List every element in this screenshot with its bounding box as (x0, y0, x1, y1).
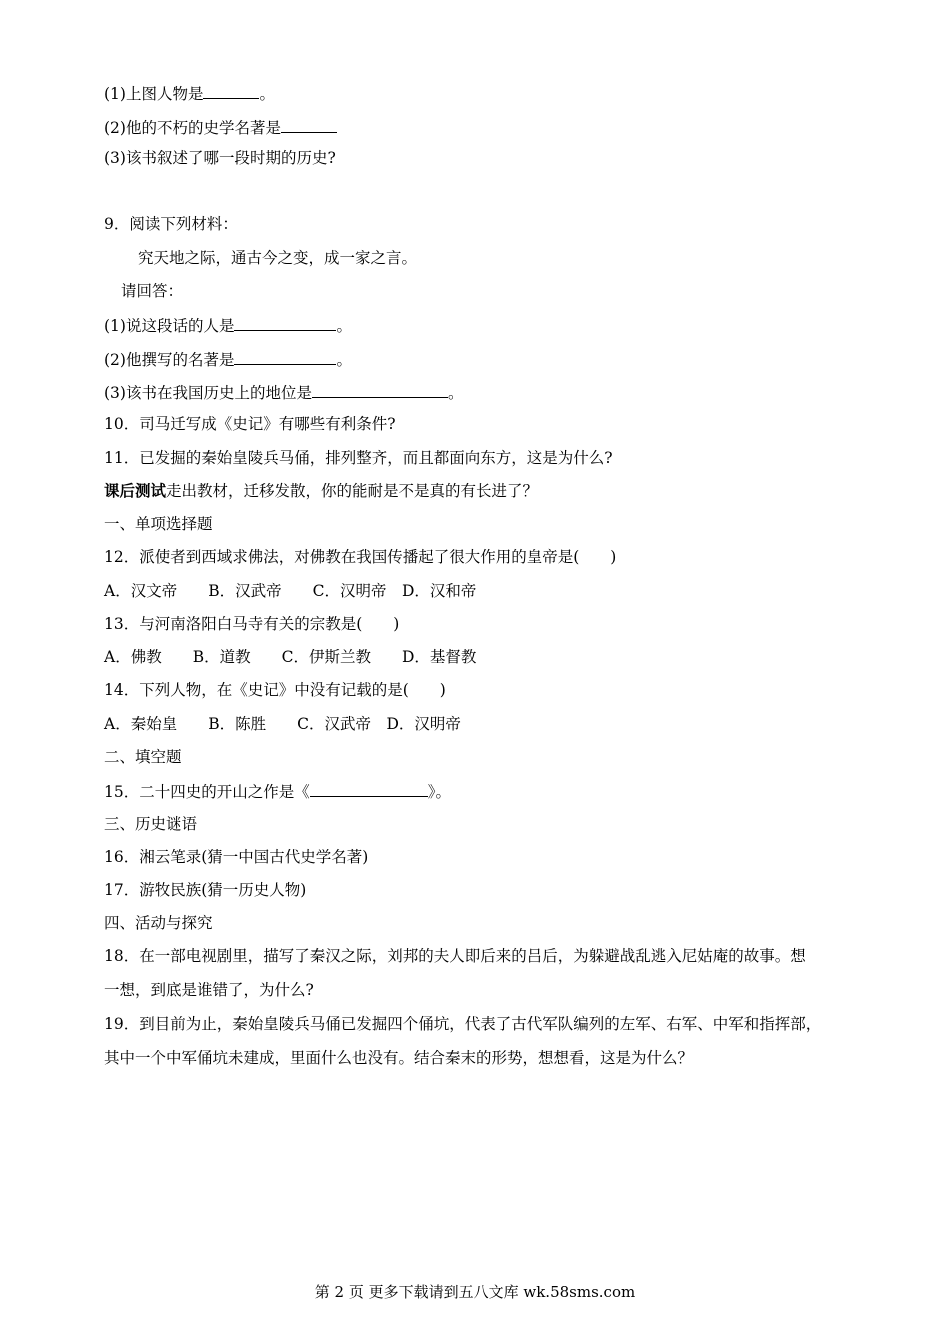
q9-sub1-text: (1)说这段话的人是 (104, 317, 235, 335)
q11: 11．已发掘的秦始皇陵兵马俑，排列整齐，而且都面向东方，这是为什么? (104, 449, 613, 467)
q9-sub3-suffix: 。 (447, 384, 464, 402)
q18-line1: 18．在一部电视剧里，描写了秦汉之际，刘邦的夫人即后来的吕后，为躲避战乱逃入尼姑庵的故事。想 (104, 947, 806, 965)
q9-sub2-suffix: 。 (336, 351, 352, 369)
section-heading-fill: 二、填空题 (104, 748, 182, 766)
q8-sub2 (104, 116, 337, 138)
answer-blank (310, 780, 428, 797)
q16: 16．湘云笔录(猜一中国古代史学名著) (104, 848, 369, 866)
q17: 17．游牧民族(猜一历史人物) (104, 881, 307, 899)
answer-blank (203, 82, 259, 99)
section-heading-activity: 四、活动与探究 (104, 914, 213, 932)
q15-text: 15．二十四史的开山之作是《 (104, 783, 310, 801)
q9-title: 9．阅读下列材料： (104, 215, 238, 233)
page-footer: 第 2 页 更多下载请到五八文库 wk.58sms.com (314, 1283, 636, 1301)
q8-sub1-text: (1)上图人物是 (104, 85, 204, 103)
section-heading-choice: 一、单项选择题 (104, 515, 213, 533)
q9-sub2-text: (2)他撰写的名著是 (104, 351, 235, 369)
q9-sub3 (104, 381, 463, 403)
q18-line2: 一想，到底是谁错了，为什么? (104, 981, 314, 999)
q14-stem: 14．下列人物，在《史记》中没有记载的是( ) (104, 681, 446, 699)
q8-sub1 (104, 82, 275, 104)
after-class-text: 走出教材，迁移发散，你的能耐是不是真的有长进了？ (166, 482, 539, 500)
q19-line1: 19．到目前为止，秦始皇陵兵马俑已发掘四个俑坑，代表了古代军队编列的左军、右军、中军和指挥部， (104, 1015, 822, 1033)
q9-sub1-suffix: 。 (336, 317, 352, 335)
q9-prompt: 请回答： (121, 282, 184, 300)
section-heading-riddles: 三、历史谜语 (104, 815, 198, 833)
q8-sub3: (3)该书叙述了哪一段时期的历史? (104, 149, 336, 167)
q9-material: 究天地之际，通古今之变，成一家之言。 (138, 249, 418, 267)
q13-stem: 13．与河南洛阳白马寺有关的宗教是( ) (104, 615, 400, 633)
after-class-label: 课后测试 (104, 482, 167, 500)
q15 (104, 780, 451, 802)
q15-suffix: 》。 (427, 783, 451, 801)
answer-blank (234, 314, 336, 331)
after-class-test (104, 481, 538, 501)
q9-sub3-text: (3)该书在我国历史上的地位是 (104, 384, 312, 402)
q8-sub2-text: (2)他的不朽的史学名著是 (104, 119, 281, 137)
q13-options: A．佛教 B．道教 C．伊斯兰教 D．基督教 (104, 648, 477, 666)
q12-options: A．汉文帝 B．汉武帝 C．汉明帝 D．汉和帝 (104, 582, 477, 600)
q9-sub2 (104, 348, 352, 370)
q19-line2: 其中一个中军俑坑未建成，里面什么也没有。结合秦末的形势，想想看，这是为什么？ (104, 1049, 694, 1067)
q8-sub1-suffix: 。 (259, 85, 275, 103)
q9-sub1 (104, 314, 352, 336)
answer-blank (312, 381, 448, 398)
answer-blank (281, 116, 337, 133)
q14-options: A．秦始皇 B．陈胜 C．汉武帝 D．汉明帝 (104, 715, 461, 733)
answer-blank (234, 348, 336, 365)
q12-stem: 12．派使者到西域求佛法，对佛教在我国传播起了很大作用的皇帝是( ) (104, 548, 617, 566)
q10: 10．司马迁写成《史记》有哪些有利条件? (104, 415, 396, 433)
